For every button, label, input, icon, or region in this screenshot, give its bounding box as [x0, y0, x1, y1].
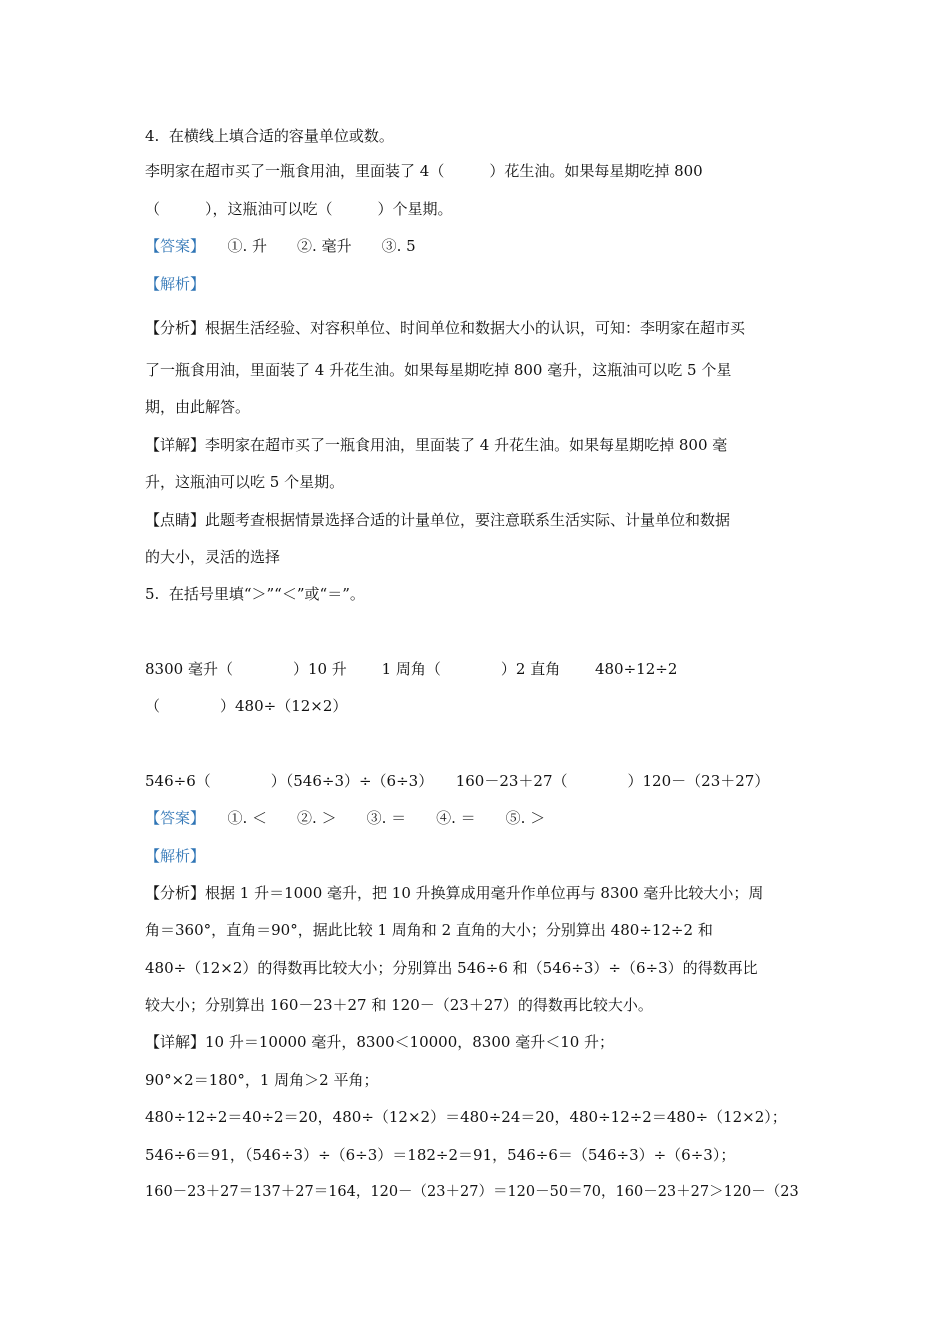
- fenxi-tag: 【分析】: [145, 319, 206, 337]
- question-4-body-line: 李明家在超市买了一瓶食用油，里面装了 4（ ）花生油。如果每星期吃掉 800: [145, 162, 703, 180]
- fenxi-line: 角＝360°，直角＝90°，据此比较 1 周角和 2 直角的大小；分别算出 480÷12÷2 和: [145, 921, 713, 939]
- calc-line: 546÷6＝91，（546÷3）÷（6÷3）＝182÷2＝91，546÷6＝（546÷3）÷（6÷3）；: [145, 1146, 736, 1164]
- fenxi-line: [145, 883, 763, 903]
- xiangjie-tag: 【详解】: [145, 1033, 206, 1051]
- answer-tag: 【答案】: [145, 809, 198, 827]
- question-5-row: （ ）480÷（12×2）: [145, 697, 348, 715]
- calc-line: 90°×2＝180°，1 周角＞2 平角；: [145, 1071, 379, 1089]
- dianjing-text: 此题考查根据情景选择合适的计量单位，要注意联系生活实际、计量单位和数据: [205, 511, 731, 529]
- dianjing-line: 的大小，灵活的选择: [145, 548, 281, 566]
- fenxi-line: 期，由此解答。: [145, 398, 251, 416]
- xiangjie-text: 10 升＝10000 毫升，8300＜10000，8300 毫升＜10 升；: [205, 1033, 615, 1051]
- answer-tag: 【答案】: [145, 237, 198, 255]
- answer-text: ①. ＜ ②. ＞ ③. ＝ ④. ＝ ⑤. ＞: [197, 809, 546, 827]
- answer-row: [145, 808, 545, 828]
- fenxi-text: 根据生活经验、对容积单位、时间单位和数据大小的认识，可知：李明家在超市买: [205, 319, 746, 337]
- answer-row: [145, 236, 416, 256]
- xiangjie-line: 升，这瓶油可以吃 5 个星期。: [145, 473, 345, 491]
- xiangjie-line: [145, 1032, 614, 1052]
- fenxi-line: 了一瓶食用油，里面装了 4 升花生油。如果每星期吃掉 800 毫升，这瓶油可以吃 5 个星: [145, 361, 732, 379]
- analysis-tag: 【解析】: [145, 275, 206, 293]
- fenxi-line: 480÷（12×2）的得数再比较大小；分别算出 546÷6 和（546÷3）÷（6÷3）的得数再比: [145, 959, 758, 977]
- fenxi-line: 较大小；分别算出 160－23＋27 和 120－（23＋27）的得数再比较大小。: [145, 996, 653, 1014]
- question-5-title: 5. 在括号里填“＞”“＜”或“＝”。: [145, 585, 365, 603]
- question-5-row: 546÷6（ ）（546÷3）÷（6÷3） 160－23＋27（ ）120－（23＋27）: [145, 772, 770, 790]
- fenxi-text: 根据 1 升＝1000 毫升，把 10 升换算成用毫升作单位再与 8300 毫升比较大小；周: [205, 884, 764, 902]
- question-4-body-line: （ ），这瓶油可以吃（ ）个星期。: [145, 200, 453, 218]
- dianjing-line: [145, 510, 730, 530]
- analysis-tag: 【解析】: [145, 847, 206, 865]
- answer-text: ①. 升 ②. 毫升 ③. 5: [197, 237, 416, 255]
- fenxi-tag: 【分析】: [145, 884, 206, 902]
- calc-line: 160－23＋27＝137＋27＝164，120－（23＋27）＝120－50＝70，160－23＋27＞120－（23: [145, 1184, 799, 1200]
- calc-line: 480÷12÷2＝40÷2＝20，480÷（12×2）＝480÷24＝20，480÷12÷2＝480÷（12×2）；: [145, 1108, 787, 1126]
- xiangjie-line: [145, 435, 727, 455]
- question-5-row: 8300 毫升（ ）10 升 1 周角（ ）2 直角 480÷12÷2: [145, 660, 678, 678]
- dianjing-tag: 【点睛】: [145, 511, 206, 529]
- fenxi-line: [145, 318, 745, 338]
- question-4-title: 4. 在横线上填合适的容量单位或数。: [145, 127, 394, 145]
- xiangjie-text: 李明家在超市买了一瓶食用油，里面装了 4 升花生油。如果每星期吃掉 800 毫: [205, 436, 728, 454]
- xiangjie-tag: 【详解】: [145, 436, 206, 454]
